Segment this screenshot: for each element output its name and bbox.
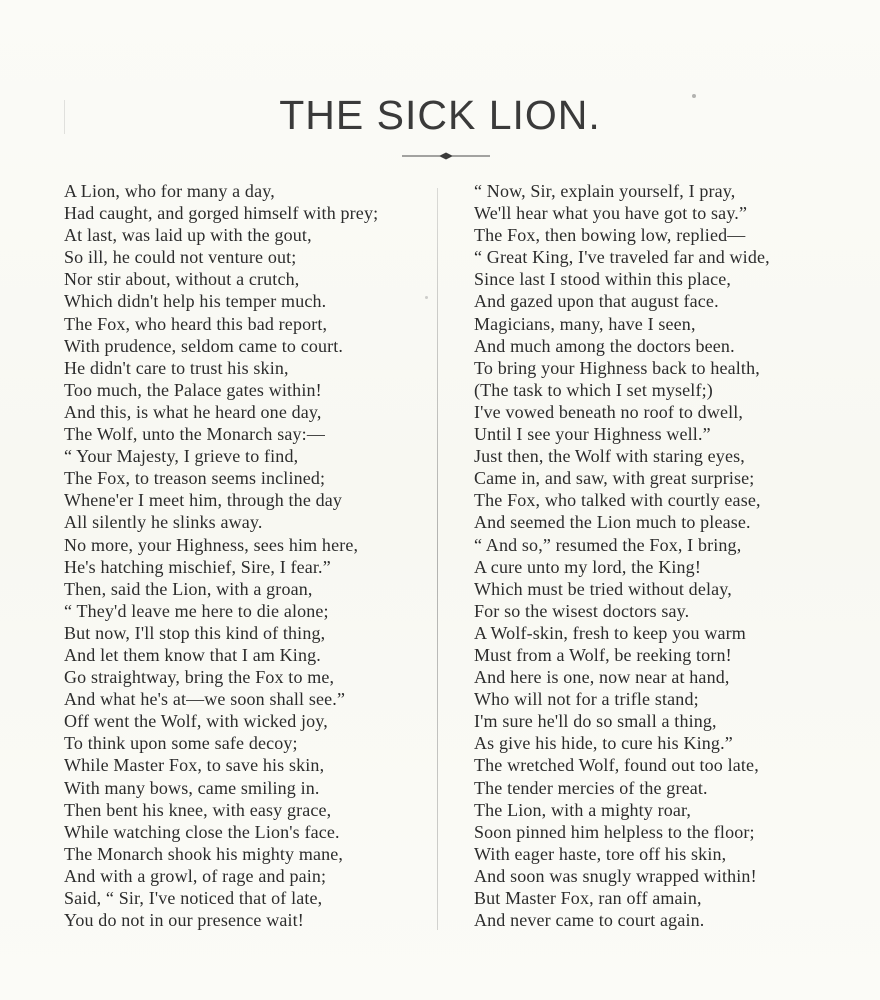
poem-left-column [64,180,404,931]
poem-line: Since last I stood within this place, [474,269,732,290]
poem-line: Nor stir about, without a crutch, [64,269,300,290]
poem-line: I'm sure he'll do so small a thing, [474,711,717,732]
poem-line: Soon pinned him helpless to the floor; [474,821,755,842]
poem-line: And seemed the Lion much to please. [474,512,751,533]
poem-line: Said, “ Sir, I've noticed that of late, [64,888,323,908]
poem-line: And never came to court again. [474,910,705,931]
poem-line: The wretched Wolf, found out too late, [474,755,759,776]
poem-line: With eager haste, tore off his skin, [474,843,727,864]
poem-line: Just then, the Wolf with staring eyes, [474,446,745,467]
poem-line: And this, is what he heard one day, [64,401,322,422]
poem-line: Must from a Wolf, be reeking torn! [474,644,732,665]
poem-line: And much among the doctors been. [474,335,735,356]
poem-line: Then bent his knee, with easy grace, [64,799,332,820]
poem-line: While watching close the Lion's face. [64,821,340,842]
poem-line: The Wolf, unto the Monarch say:— [64,424,325,445]
poem-line: I've vowed beneath no roof to dwell, [474,401,744,422]
poem-line: Then, said the Lion, with a groan, [64,578,313,599]
poem-line: To bring your Highness back to health, [474,357,760,378]
poem-line: “ Now, Sir, explain yourself, I pray, [474,181,736,201]
poem-line: The Fox, to treason seems inclined; [64,468,326,489]
paper-speck [692,94,696,98]
poem-line: Whene'er I meet him, through the day [64,490,343,511]
poem-line: With prudence, seldom came to court. [64,335,344,356]
poem-line: “ Great King, I've traveled far and wide, [474,247,770,268]
poem-line: At last, was laid up with the gout, [64,225,312,246]
poem-line: We'll hear what you have got to say.” [474,203,748,224]
poem-line: Off went the Wolf, with wicked joy, [64,711,328,732]
poem-line: To think upon some safe decoy; [64,733,298,754]
poem-line: And soon was snugly wrapped within! [474,865,757,886]
poem-line: Too much, the Palace gates within! [64,379,322,400]
paper-speck [425,296,428,299]
poem-line: And gazed upon that august face. [474,291,719,312]
poem-line: As give his hide, to cure his King.” [474,733,733,754]
poem-line: The Lion, with a mighty roar, [474,799,692,820]
poem-line: Came in, and saw, with great surprise; [474,468,755,489]
poem-line: A Lion, who for many a day, [64,181,275,201]
poem-line: “ And so,” resumed the Fox, I bring, [474,534,742,555]
poem-line: The Fox, who talked with courtly ease, [474,490,761,511]
title-ornament-divider [402,151,490,161]
poem-line: All silently he slinks away. [64,512,263,533]
poem-line: And here is one, now near at hand, [474,667,730,688]
poem-line: “ They'd leave me here to die alone; [64,600,329,621]
poem-line: A cure unto my lord, the King! [474,556,701,577]
poem-line: You do not in our presence wait! [64,910,304,931]
poem-line: Who will not for a trifle stand; [474,689,699,710]
poem-line: He's hatching mischief, Sire, I fear.” [64,556,331,577]
poem-line: Had caught, and gorged himself with prey; [64,203,379,224]
poem-line: The Monarch shook his mighty mane, [64,843,344,864]
poem-line: But Master Fox, ran off amain, [474,888,702,908]
poem-line: And what he's at—we soon shall see.” [64,689,346,710]
poem-line: But now, I'll stop this kind of thing, [64,622,326,643]
poem-line: Which must be tried without delay, [474,578,732,599]
poem-line: Which didn't help his temper much. [64,291,327,312]
poem-line: “ Your Majesty, I grieve to find, [64,446,299,467]
poem-line: Magicians, many, have I seen, [474,313,696,334]
poem-line: The tender mercies of the great. [474,777,708,798]
poem-right-column [474,180,834,931]
paper-speck [64,100,65,134]
poem-line: So ill, he could not venture out; [64,247,297,268]
poem-line: The Fox, who heard this bad report, [64,313,328,334]
poem-line: Until I see your Highness well.” [474,424,711,445]
poem-line: He didn't care to trust his skin, [64,357,289,378]
poem-line: The Fox, then bowing low, replied— [474,225,746,246]
poem-line: For so the wisest doctors say. [474,600,690,621]
poem-line: While Master Fox, to save his skin, [64,755,325,776]
page-title: THE SICK LION. [279,92,601,138]
poem-line: And with a growl, of rage and pain; [64,865,327,886]
poem-line: With many bows, came smiling in. [64,777,320,798]
poem-line: (The task to which I set myself;) [474,379,713,400]
poem-line: Go straightway, bring the Fox to me, [64,667,335,688]
poem-line: A Wolf-skin, fresh to keep you warm [474,622,746,643]
column-gutter-line [437,188,438,930]
poem-line: No more, your Highness, sees him here, [64,534,359,555]
poem-line: And let them know that I am King. [64,644,321,665]
